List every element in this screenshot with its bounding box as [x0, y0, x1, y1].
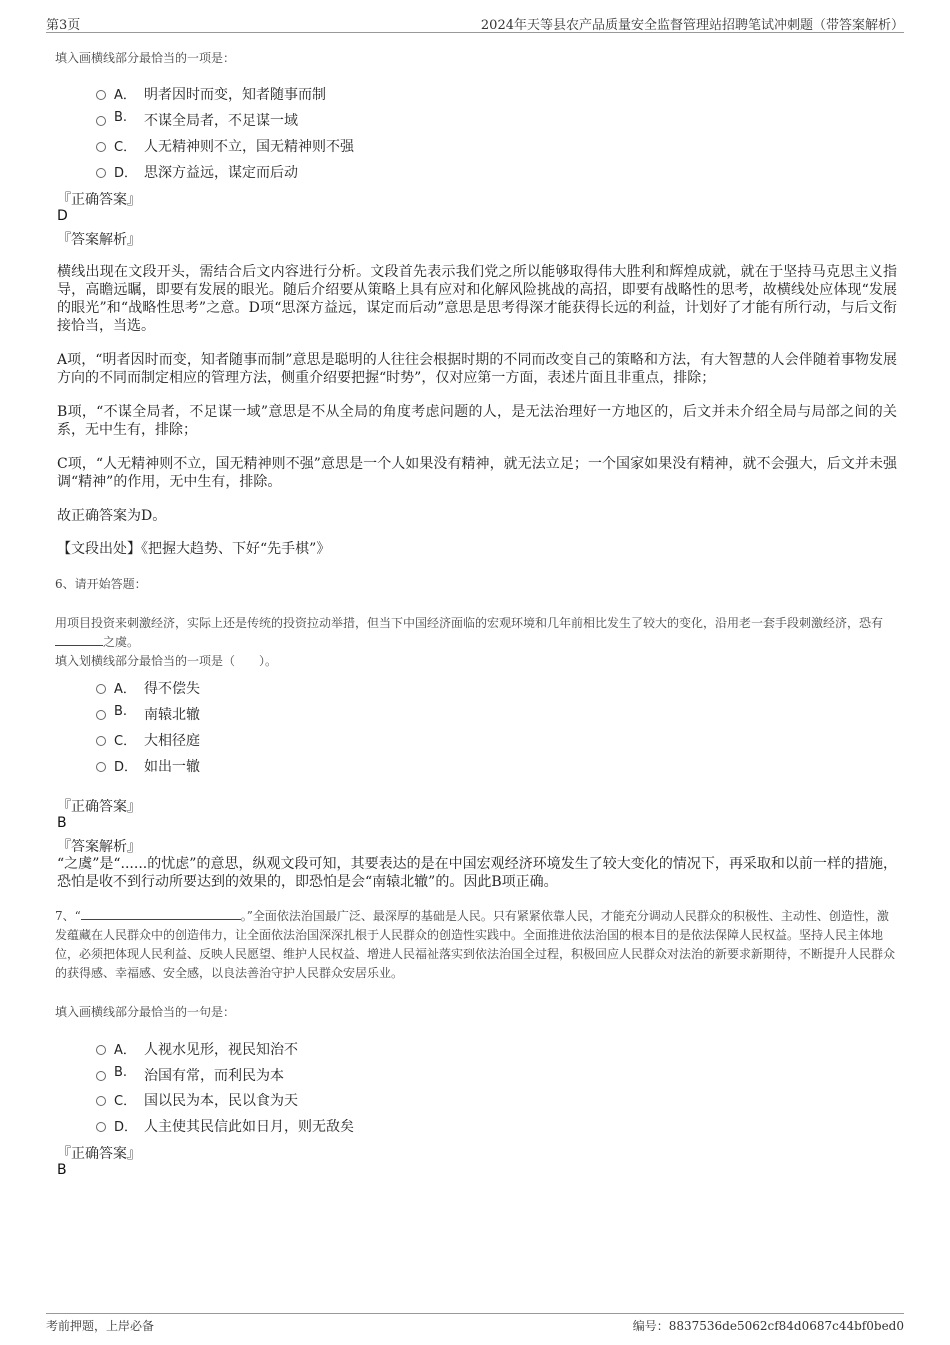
radio-icon[interactable] — [96, 116, 106, 126]
radio-icon[interactable] — [96, 736, 106, 746]
radio-icon[interactable] — [96, 684, 106, 694]
q6-analysis: “之虞”是“......的忧虑”的意思，纵观文段可知，其要表达的是在中国宏观经济环境发生了较大变化的情况下，再采取和以前一样的措施，恐怕是收不到行动所要达到的效果的，即恐怕是会“南辕北辙”的。因此B项正确。 — [57, 856, 897, 890]
q7-answer-label: 『正确答案』 — [57, 1146, 141, 1162]
q5-analysis-para: C项，“人无精神则不立，国无精神则不强”意思是一个人如果没有精神，就无法立足；一个国家如果没有精神，就不会强大，后文并未强调“精神”的作用，无中生有，排除。 — [57, 456, 897, 490]
q6-answer-label: 『正确答案』 — [57, 799, 141, 815]
radio-icon[interactable] — [96, 1071, 106, 1081]
footer-serial: 编号：8837536de5062cf84d0687c44bf0bed0 — [632, 1319, 904, 1333]
radio-icon[interactable] — [96, 710, 106, 720]
q5-answer-label: 『正确答案』 — [57, 192, 141, 208]
radio-icon[interactable] — [96, 1122, 106, 1132]
q5-analysis-para: A项，“明者因时而变，知者随事而制”意思是聪明的人往往会根据时期的不同而改变自己的策略和方法，有大智慧的人会伴随着事物发展方向的不同而制定相应的管理方法，侧重介绍要把握“时势”，仅对应第一方面，表述片面且非重点，排除； — [57, 352, 897, 386]
radio-icon[interactable] — [96, 168, 106, 178]
page-footer — [46, 1313, 904, 1334]
q6-answer: B — [57, 815, 67, 831]
q5-answer: D — [57, 208, 68, 224]
radio-icon[interactable] — [96, 90, 106, 100]
q7-answer: B — [57, 1162, 67, 1178]
q6-stem: 用项目投资来刺激经济，实际上还是传统的投资拉动举措，但当下中国经济面临的宏观环境和几年前相比发生了较大的变化，沿用老一套手段刺激经济，恐有之虞。 — [55, 616, 884, 649]
q6-heading: 6、请开始答题： — [55, 577, 147, 591]
q5-conclusion: 故正确答案为D。 — [57, 508, 167, 524]
footer-slogan: 考前押题，上岸必备 — [46, 1319, 155, 1333]
fill-blank — [55, 633, 103, 646]
q5-source: 【文段出处】《把握大趋势、下好“先手棋”》 — [57, 541, 331, 557]
fill-blank — [81, 907, 241, 920]
radio-icon[interactable] — [96, 1096, 106, 1106]
q5-analysis-label: 『答案解析』 — [57, 232, 141, 248]
page-number: 第3页 — [46, 18, 81, 33]
q7-prompt: 填入画横线部分最恰当的一句是： — [55, 1005, 236, 1019]
radio-icon[interactable] — [96, 142, 106, 152]
page-header — [46, 14, 904, 33]
q7-stem: 7、“ 。”全面依法治国最广泛、最深厚的基础是人民。只有紧紧依靠人民，才能充分调动人民群众的积极性、主动性、创造性，激发蕴藏在人民群众中的创造伟力，让全面依法治国深深扎根于人民群众的创造性实践中。全面推进依法治国的根本目的是依法保障人民权益。坚持人民主体地位，必须把体现人民利益、反映人民愿望、维护人民权益、增进人民福祉落实到依法治国全过程，积极回应人民群众对法治的新要求新期待，不断提升人民群众的获得感、幸福感、安全感，以良法善治守护人民群众安居乐业。 — [55, 909, 896, 980]
q5-analysis-para: B项，“不谋全局者，不足谋一域”意思是不从全局的角度考虑问题的人，是无法治理好一方地区的，后文并未介绍全局与局部之间的关系，无中生有，排除； — [57, 404, 897, 438]
document-title: 2024年天等县农产品质量安全监督管理站招聘笔试冲刺题（带答案解析） — [480, 18, 904, 33]
q6-prompt: 填入划横线部分最恰当的一项是（ ）。 — [55, 654, 278, 668]
q5-prompt: 填入画横线部分最恰当的一项是： — [55, 51, 236, 65]
q5-analysis-para: 横线出现在文段开头，需结合后文内容进行分析。文段首先表示我们党之所以能够取得伟大胜利和辉煌成就，就在于坚持马克思主义指导，高瞻远瞩，即要有发展的眼光。随后介绍要从策略上具有应对和化解风险挑战的高招，即要有战略性的思考，故横线处应体现“发展的眼光”和“战略性思考”之意。D项“思深方益远，谋定而后动”意思是思考得深才能获得长远的利益，计划好了才能有所行动，与后文衔接恰当，当选。 — [57, 264, 897, 334]
radio-icon[interactable] — [96, 762, 106, 772]
radio-icon[interactable] — [96, 1045, 106, 1055]
q6-analysis-label: 『答案解析』 — [57, 839, 141, 855]
